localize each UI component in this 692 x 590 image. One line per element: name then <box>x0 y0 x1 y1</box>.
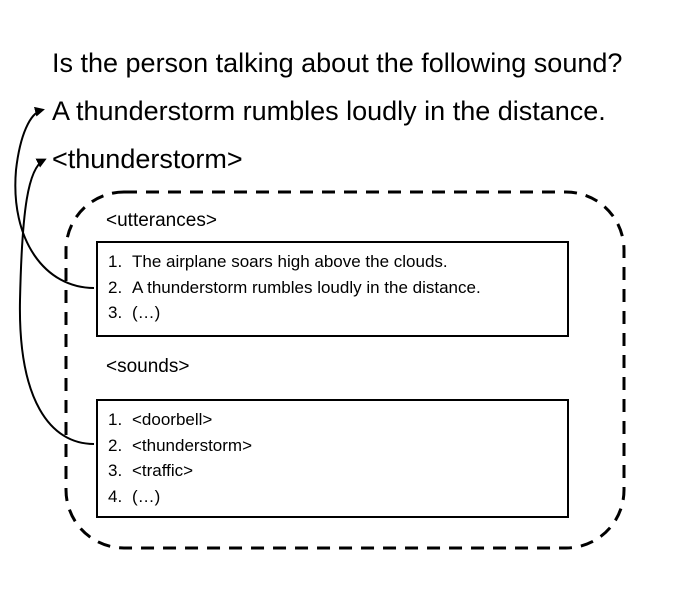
sound-text: <thunderstorm> <box>132 435 253 455</box>
utterance-number: 3. <box>108 303 123 322</box>
sound-number: 3. <box>108 461 123 480</box>
sound-number: 2. <box>108 435 123 455</box>
utterance-text: The airplane soars high above the clouds. <box>132 252 448 271</box>
sound-number: 4. <box>108 486 123 506</box>
prompt-question: Is the person talking about the following sound? <box>52 48 623 78</box>
utterances-label: <utterances> <box>106 210 217 231</box>
sounds-list <box>98 401 567 509</box>
sound-item <box>108 484 567 510</box>
utterances-box <box>96 241 569 337</box>
sounds-label: <sounds> <box>106 356 190 377</box>
utterances-list <box>98 243 567 326</box>
utterance-item <box>108 275 567 301</box>
sound-item <box>108 407 567 433</box>
utterance-text: A thunderstorm rumbles loudly in the distance. <box>132 277 481 297</box>
sounds-box <box>96 399 569 518</box>
sound-number: 1. <box>108 410 123 429</box>
utterance-item <box>108 300 567 326</box>
sound-text: <doorbell> <box>132 410 213 429</box>
utterance-text: (…) <box>132 303 161 322</box>
utterance-item <box>108 249 567 275</box>
utterance-number: 2. <box>108 277 123 297</box>
prompt-sentence: A thunderstorm rumbles loudly in the distance. <box>52 96 606 126</box>
sound-item <box>108 458 567 484</box>
utterance-number: 1. <box>108 252 123 271</box>
sound-item <box>108 433 567 459</box>
arrow-sound-to-tag <box>20 160 94 444</box>
sound-text: <traffic> <box>132 461 194 480</box>
prompt-sound-tag: <thunderstorm> <box>52 144 243 174</box>
sound-text: (…) <box>132 486 161 506</box>
